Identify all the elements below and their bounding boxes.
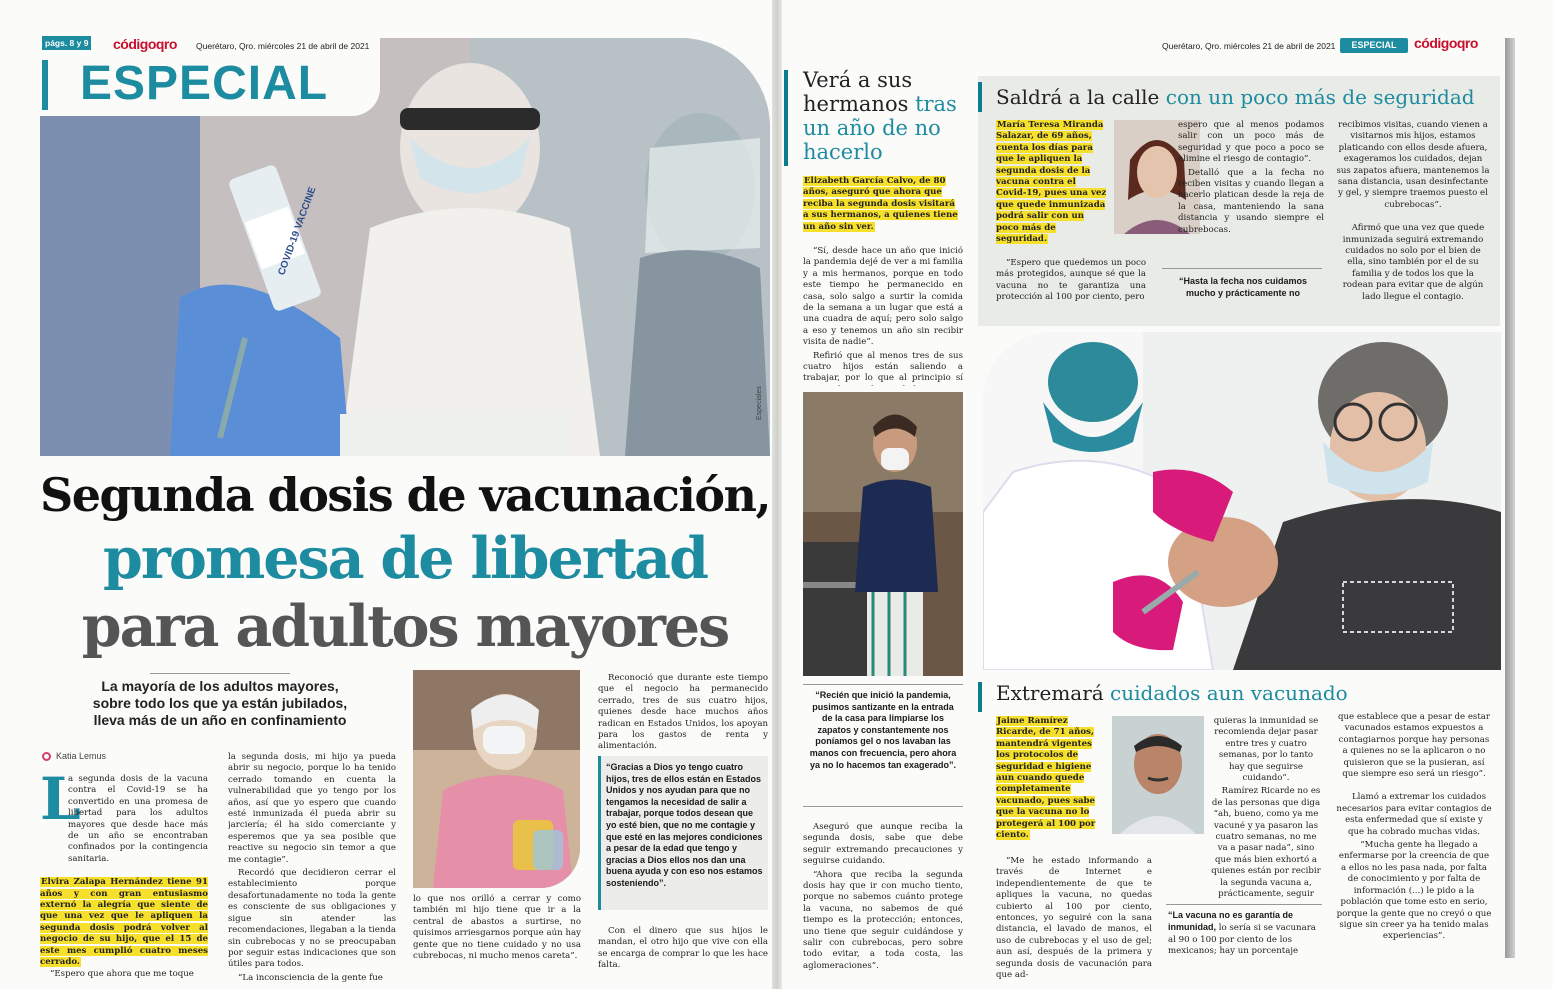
byline: Katia Lemus — [56, 751, 107, 761]
story3-col2-para-2: Ramírez Ricarde no es de las personas que diga “ah, bueno, como ya me vacuné y ya pasaron las cuatro semanas, no me va a pasar nada”, sino que más bien exhortó a quienes están por recibir la segunda vacuna a, prácticamente, seguir — [1211, 786, 1321, 900]
story2-col3-para-2: Afirmó que una vez que quede inmunizada seguirá extremando cuidados no solo por el bien de ella, sino también por el de su familia y de todos los que la rodean para evitar que de algún lado llegue el contagio. — [1342, 223, 1485, 302]
deck: La mayoría de los adultos mayores, sobre todo los que ya están jubilados, lleva más de un año en confinamiento — [92, 678, 348, 728]
story1-body-2 — [803, 822, 963, 986]
column-3 — [413, 894, 581, 986]
story2-col2 — [1178, 120, 1324, 260]
brand-logo: códigoqro — [113, 36, 177, 52]
story1-body-1 — [803, 246, 963, 386]
story3-col3-para-1: que establece que a pesar de estar vacunados estamos expuestos a contagiarnos porque hay personas a quienes no se la aplicaron o no quisieron que se la pusieran, así que siempre eso será un riesgo”. — [1337, 712, 1491, 780]
story3-col2 — [1210, 716, 1322, 900]
column-1 — [40, 774, 208, 986]
story2-col2-para-2: Detalló que a la fecha no reciben visitas y cuando llegan a hacerlo platican desde la reja de la casa, manteniendo la sana distancia y usando siempre el cubrebocas. — [1178, 167, 1324, 235]
story2-title-a: Saldrá a la calle — [996, 85, 1160, 109]
story1-para-3: Aseguró que aunque reciba la segunda dosis, sabe que debe seguir extremando precauciones y seguirse cuidando. — [803, 822, 963, 867]
col4-para-1: Reconoció que durante este tiempo que el negocio ha permanecido cerrado, tres de sus cuatro hijos, quienes desde hace muchos años radican en Estados Unidos, los apoyan para los gastos de renta y alimentación. — [598, 673, 768, 752]
col1-highlight: Elvira Zalapa Hernández tiene 91 años y con gran entusiasmo externó la alegría que siente de que una vez que le apliquen la segunda dosis podrá volver al negocio de su hijo, que el 15 de este mes cumplió cuatro meses cerrado. — [40, 877, 208, 968]
col2-para-1: la segunda dosis, mi hijo ya pueda abrir su negocio, porque lo ha tenido cerrado tomando en cuenta la vulnerabilidad que yo tengo por los años, así que yo espero que cuando esté inmunizada él pueda abrir su jarciería; él ha sido comerciante y esperemos que ya sea posible que reactive su negocio sin temor a que me contagie”. — [228, 752, 396, 865]
right-dateline: Querétaro, Qro. miércoles 21 de abril de 2021 — [1162, 41, 1336, 51]
folio-text: págs. 8 y 9 — [45, 38, 89, 48]
story3-para-1: “Me he estado informando a través de Internet e independientemente de que te apliques la vacuna, no quedas cubierto al 100 por ciento, entonces, yo seguiré con la sana distancia, el lavado de manos, el uso de cubrebocas y el uso de gel; aun así, después de la primera y segunda dosis de vacunación para que ad- — [996, 856, 1152, 981]
story1-quote: “Recién que inició la pandemia, pusimos santizante en la entrada de la casa para limpiarse los zapatos y constantemente nos poníamos gel o nos lavaban las manos con frecuencia, pero ahora ya no lo hacemos tan exagerado”. — [809, 690, 957, 770]
vaccination-svg — [983, 332, 1501, 670]
story1-para-4: “Ahora que reciba la segunda dosis hay que ir con mucho tiento, porque no sabemos cuánto protege la vacuna, no sabemos de qué tiempo es la protección; entonces, uno tiene que seguir cuidándose y salir con cubrebocas, pero sobre todo evitar, a toda costa, las aglomeraciones”. — [803, 869, 963, 971]
dropcap: L — [40, 765, 81, 833]
photo-elizabeth — [803, 392, 963, 676]
story2-col2-para-1: espero que al menos podamos salir con un poco más de seguridad y que poco a poco se elimine el riesgo de contagio”. — [1178, 120, 1324, 165]
story2-title — [996, 84, 1496, 110]
deck-rule — [150, 673, 290, 674]
story3-title-a: Extremará — [996, 681, 1104, 705]
column-4 — [598, 673, 768, 753]
col1-para-1: a segunda dosis de la vacuna contra el Covid-19 se ha convertido en una promesa de libertad para los adultos mayores que desde hace más de un año se encontraban confinados por la contingencia sanitaria. — [68, 774, 208, 864]
photo-jaime — [1112, 716, 1204, 834]
story3-lead: Jaime Ramírez Ricarde, de 71 años, mantendrá vigentes los protocolos de seguridad e higiene aun cuando quede completamente vacunado, pues sabe que la vacuna no lo protegerá al 100 por ciento. — [996, 716, 1096, 841]
story2-title-b: con un poco más de seguridad — [1165, 85, 1475, 109]
story1-title — [803, 68, 963, 164]
pull-quote-left: “Gracias a Dios yo tengo cuatro hijos, tres de ellos están en Estados Unidos y nos ayudan para que no tengamos la necesidad de salir a trabajar, porque todos desean que yo esté bien, que no me contagie y que esté en las mejores condiciones a pesar de la edad que tengo y gracias a Dios ellos nos dan una buena ayuda y con eso nos estamos sosteniendo”. — [606, 762, 763, 888]
story1-bar — [784, 70, 788, 166]
story1-quote-rule-bottom — [803, 806, 963, 807]
right-section-badge: ESPECIAL — [1340, 38, 1408, 53]
story1-para-1: “Sí, desde hace un año que inició la pandemia dejé de ver a mi familia y a mis hermanos, porque en todo este tiempo he permanecido en casa, solo salgo a surtir la comida de la semana a un lugar que está a una cuadra de aquí; pero solo salgo a eso y tenemos un año sin recibir visita de nadie”. — [803, 246, 963, 348]
col3-para-1: lo que nos orilló a cerrar y como también mi hijo tiene que ir a la central de abastos a surtirse, no quisimos arriesgarnos porque aún hay gente que no tiene cuidado y no usa cubrebocas, ni mucho menos careta”. — [413, 894, 581, 962]
story3-quote-rule — [1166, 904, 1322, 905]
column-2 — [228, 752, 396, 986]
story3-quote-rest: lo sería si se vacunara al 90 o 100 por ciento de los mexicanos; hay un porcentaje — [1168, 923, 1316, 957]
story3-col2-para-1: quieras la inmunidad se recomienda dejar pasar entre tres y cuatro semanas, por lo tanto hay que seguirse cuidando”. — [1213, 716, 1319, 784]
story2-lead: María Teresa Miranda Salazar, de 69 años, cuenta los días para que le apliquen la segunda dosis de la vacuna contra el Covid-19, pues una vez que quede inmunizada podrá salir con un poco más de seguridad. — [996, 120, 1107, 245]
col2-para-3: “La inconsciencia de la gente fue — [238, 972, 383, 983]
col1-para-2: “Espero que ahora que me toque — [50, 968, 194, 979]
column-4b — [598, 926, 768, 986]
col4-para-2: Con el dinero que sus hijos le mandan, el otro hijo que vive con ella se encarga de comprar lo que les hace falta. — [598, 926, 768, 971]
photo-credit: Especiales — [756, 386, 763, 420]
elizabeth-svg — [803, 392, 963, 676]
right-brand-logo: códigoqro — [1414, 35, 1478, 51]
story1-title-b: tras un año de no hacerlo — [803, 92, 957, 164]
story3-quote-bold: “La vacuna no es garantía de inmunidad, — [1168, 910, 1294, 933]
story3-col3-para-2: Llamó a extremar los cuidados necesarios para evitar contagios de esta enfermedad que sí existe y que ha cobrado muchas vidas. — [1336, 792, 1492, 837]
story1-para-2: Refirió que al menos tres de sus cuatro hijos están saliendo a trabajar, por lo que al principio sí — [803, 350, 963, 384]
story2-col3 — [1336, 120, 1490, 316]
photo-vaccination — [983, 332, 1501, 670]
story1-quote-rule — [803, 684, 963, 685]
headline-line-2: promesa de libertad — [103, 525, 707, 592]
vaccine-vial-label: COVID-19 VACCINE — [276, 185, 319, 277]
story2-col3-para-1: recibimos visitas, cuando vienen a visitarnos mis hijos, estamos platicando con ellos desde afuera, exageramos los cuidados, dejan sus zapatos afuera, mantenemos la sana distancia, usan desinfectante y gel, y siempre traemos puesto el cubrebocas”. — [1336, 120, 1490, 210]
right-edge-bar — [1505, 38, 1515, 958]
page-spine — [772, 0, 782, 989]
section-title: ESPECIAL — [80, 57, 329, 110]
section-title-bar — [42, 60, 48, 110]
left-dateline: Querétaro, Qro. miércoles 21 de abril de 2021 — [196, 41, 370, 51]
story3-title — [996, 680, 1496, 706]
headline-line-3: para adultos mayores — [81, 593, 729, 660]
story2-bar — [978, 82, 982, 112]
story2-quote-rule — [1162, 268, 1322, 269]
byline-icon — [42, 752, 51, 761]
story3-col3-para-3: “Mucha gente ha llegado a enfermarse por la creencia de que a ellos no les pasa nada, por falta de conocimiento y por falta de información (...) le pido a la población que tome esto en serio, porque la gente que no creyó o que sigue sin creer ya ha tenido malas experiencias”. — [1336, 840, 1492, 942]
col2-para-2: Recordó que decidieron cerrar el establecimiento porque desafortunadamente no toda la gente es consciente de sus obligaciones y sigue sin atender las recomendaciones, llegaban a la tienda sin cubrebocas y no se preocupaban por seguir estas indicaciones que son útiles para todos. — [228, 868, 396, 970]
story3-quote — [1168, 910, 1322, 986]
story2-quote: “Hasta la fecha nos cuidamos mucho y prácticamente no — [1178, 276, 1308, 298]
jaime-svg — [1112, 716, 1204, 834]
story3-body-1 — [996, 856, 1152, 986]
story2-body-1 — [996, 258, 1146, 314]
story3-bar — [978, 682, 982, 712]
headline-line-1: Segunda dosis de vacunación, — [40, 468, 770, 522]
story3-title-b: cuidados aun vacunado — [1110, 681, 1348, 705]
story2-para-1: “Espero que quedemos un poco más protegidos, aunque sé que la vacuna no te garantiza una protección al 100 por ciento, pero — [996, 258, 1146, 303]
folio-badge — [42, 36, 91, 50]
story1-title-a: Verá a sus hermanos — [803, 68, 913, 116]
story3-col3 — [1336, 712, 1492, 986]
story1-lead: Elizabeth García Calvo, de 80 años, aseguró que ahora que reciba la segunda dosis visitará a sus hermanos, a quienes tiene un año sin ver. — [803, 176, 958, 232]
photo-elvira — [413, 670, 580, 888]
elvira-svg — [413, 670, 580, 888]
